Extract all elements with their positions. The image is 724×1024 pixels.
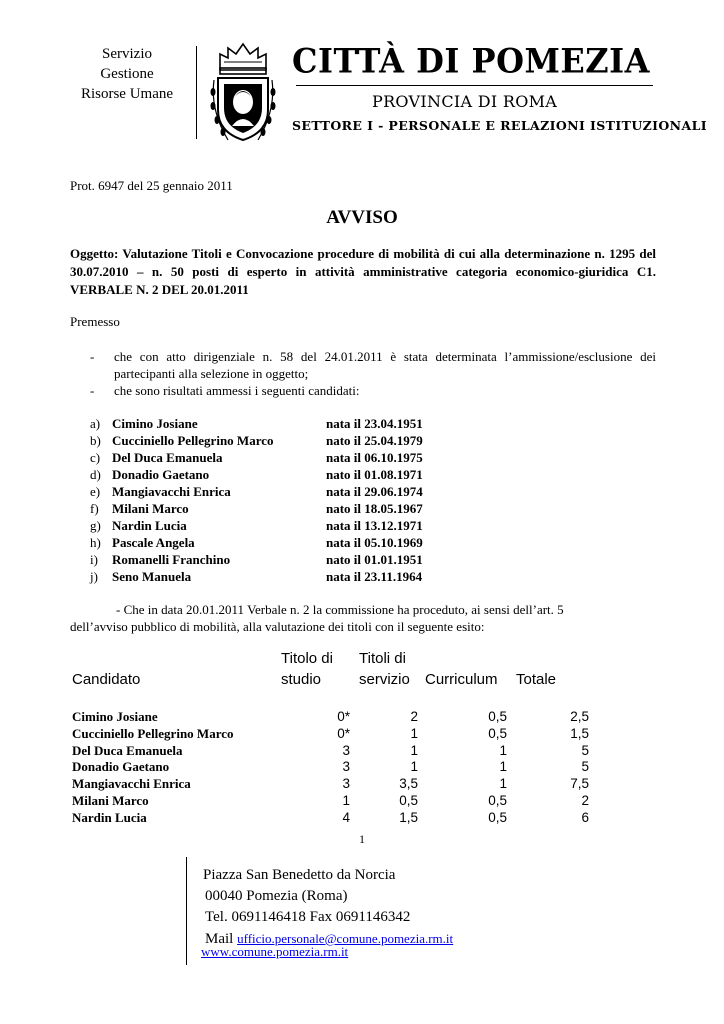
cell-total: 6: [581, 809, 589, 825]
list-item-text: che con atto dirigenziale n. 58 del 24.01.2011 è stata determinata l’ammissione/esclusione dei partecipanti alla selezione in oggetto;: [114, 349, 656, 381]
candidate-letter: j): [90, 569, 98, 584]
table-row: [72, 759, 602, 776]
candidate-row: [90, 534, 423, 551]
candidate-letter: c): [90, 450, 101, 465]
candidate-letter: a): [90, 416, 101, 431]
header-study-line-2: studio: [281, 671, 322, 688]
table-row: [72, 726, 602, 743]
results-table: [72, 709, 602, 827]
candidate-birth: nato il 25.04.1979: [326, 433, 423, 448]
candidate-letter: d): [90, 467, 101, 482]
email-link[interactable]: ufficio.personale@comune.pomezia.rm.it: [237, 931, 454, 946]
candidate-row: [90, 483, 423, 500]
table-row: [72, 810, 602, 827]
cell-study: 3: [342, 742, 350, 758]
subject-paragraph: Oggetto: Valutazione Titoli e Convocazione procedure di mobilità di cui alla determinazione n. 1295 del 30.07.2010 – n. 50 posti di esperto in attività amministrative categoria economico-giuridica C1. VERBALE N. 2 DEL 20.01.2011: [70, 246, 656, 297]
page-title: AVVISO: [326, 207, 398, 228]
cell-service: 0,5: [399, 792, 418, 808]
cell-name: Nardin Lucia: [72, 809, 147, 825]
commission-paragraph: [70, 601, 656, 635]
footer-address: [203, 865, 453, 950]
header-study-line-1: Titolo di: [281, 650, 333, 667]
service-line-1: Servizio: [102, 46, 152, 62]
header-service: [359, 648, 410, 690]
cell-curriculum: 1: [499, 742, 507, 758]
list-item: [90, 382, 656, 399]
candidate-birth: nata il 13.12.1971: [326, 518, 423, 533]
cell-total: 1,5: [570, 725, 589, 741]
candidate-row: [90, 466, 423, 483]
header-study: [281, 648, 333, 690]
candidate-name: Nardin Lucia: [112, 518, 187, 533]
header-service-line-1: Titoli di: [359, 650, 406, 667]
coat-of-arms-icon: [208, 40, 278, 144]
table-row: [72, 709, 602, 726]
cell-name: Mangiavacchi Enrica: [72, 776, 191, 792]
candidate-list: [90, 415, 423, 585]
candidate-name: Romanelli Franchino: [112, 552, 231, 567]
candidate-birth: nata il 29.06.1974: [326, 484, 423, 499]
candidate-row: [90, 415, 423, 432]
cell-name: Milani Marco: [72, 792, 149, 808]
page-number: 1: [359, 832, 365, 846]
candidate-birth: nata il 23.04.1951: [326, 416, 423, 431]
candidate-birth: nata il 05.10.1969: [326, 535, 423, 550]
address-line-2: 00040 Pomezia (Roma): [205, 888, 348, 904]
candidate-birth: nato il 18.05.1967: [326, 501, 423, 516]
candidate-letter: g): [90, 518, 101, 533]
list-item-text: che sono risultati ammessi i seguenti candidati:: [114, 383, 360, 398]
candidate-name: Mangiavacchi Enrica: [112, 484, 231, 499]
province-title: PROVINCIA DI ROMA: [372, 92, 558, 111]
footer-divider: [186, 857, 187, 965]
address-line-1: Piazza San Benedetto da Norcia: [203, 867, 396, 883]
service-line-3: Risorse Umane: [80, 86, 174, 102]
cell-name: Cimino Josiane: [72, 709, 158, 724]
cell-curriculum: 1: [499, 776, 507, 792]
cell-service: 2: [410, 709, 418, 724]
cell-study: 1: [342, 792, 350, 808]
cell-total: 5: [581, 759, 589, 775]
bullet-dash: -: [90, 349, 95, 364]
table-row: [72, 776, 602, 793]
phone-fax: Tel. 0691146418 Fax 0691146342: [205, 909, 411, 925]
header-rule: [296, 85, 653, 86]
header-candidate: Candidato: [72, 671, 141, 688]
candidate-letter: e): [90, 484, 101, 499]
cell-service: 1: [410, 759, 418, 775]
candidate-name: Cimino Josiane: [112, 416, 198, 431]
candidate-name: Milani Marco: [112, 501, 189, 516]
cell-service: 1: [410, 725, 418, 741]
premise-list: [90, 348, 656, 399]
candidate-row: [90, 449, 423, 466]
city-title: CITTÀ DI POMEZIA: [292, 41, 650, 81]
commission-line-1: - Che in data 20.01.2011 Verbale n. 2 la commissione ha proceduto, ai sensi dell’art. 5: [116, 602, 564, 617]
list-item: [90, 348, 656, 382]
cell-curriculum: 0,5: [488, 725, 507, 741]
candidate-birth: nato il 01.01.1951: [326, 552, 423, 567]
candidate-row: [90, 432, 423, 449]
website-link[interactable]: www.comune.pomezia.rm.it: [201, 944, 349, 959]
cell-curriculum: 0,5: [488, 809, 507, 825]
cell-name: Del Duca Emanuela: [72, 742, 183, 758]
cell-total: 5: [581, 742, 589, 758]
candidate-name: Pascale Angela: [112, 535, 195, 550]
commission-line-2: dell’avviso pubblico di mobilità, alla valutazione dei titoli con il seguente esito:: [70, 619, 485, 634]
candidate-row: [90, 500, 423, 517]
candidate-letter: f): [90, 501, 99, 516]
cell-total: 2,5: [570, 709, 589, 724]
candidate-birth: nato il 01.08.1971: [326, 467, 423, 482]
cell-study: 0*: [337, 725, 350, 741]
cell-service: 1,5: [399, 809, 418, 825]
sector-title: SETTORE I - PERSONALE E RELAZIONI ISTITUZIONALI: [292, 118, 708, 133]
header-total: Totale: [516, 671, 557, 688]
candidate-name: Donadio Gaetano: [112, 467, 210, 482]
candidate-name: Del Duca Emanuela: [112, 450, 223, 465]
cell-service: 3,5: [399, 776, 418, 792]
bullet-dash: -: [90, 383, 95, 398]
candidate-letter: b): [90, 433, 101, 448]
candidate-letter: h): [90, 535, 101, 550]
cell-curriculum: 1: [499, 759, 507, 775]
cell-curriculum: 0,5: [488, 792, 507, 808]
header-divider: [196, 46, 197, 139]
candidate-row: [90, 551, 423, 568]
cell-name: Donadio Gaetano: [72, 759, 170, 775]
table-row: [72, 743, 602, 760]
candidate-name: Cucciniello Pellegrino Marco: [112, 433, 274, 448]
header-curriculum: Curriculum: [425, 671, 498, 688]
candidate-row: [90, 517, 423, 534]
mail-label: Mail: [205, 931, 234, 947]
service-name: [60, 44, 194, 104]
cell-study: 0*: [337, 709, 350, 724]
candidate-birth: nata il 06.10.1975: [326, 450, 423, 465]
candidate-name: Seno Manuela: [112, 569, 192, 584]
candidate-letter: i): [90, 552, 98, 567]
cell-study: 3: [342, 776, 350, 792]
cell-name: Cucciniello Pellegrino Marco: [72, 725, 234, 741]
protocol-number: Prot. 6947 del 25 gennaio 2011: [70, 178, 233, 193]
cell-study: 4: [342, 809, 350, 825]
cell-total: 2: [581, 792, 589, 808]
service-line-2: Gestione: [100, 66, 154, 82]
cell-curriculum: 0,5: [488, 709, 507, 724]
premise-label: Premesso: [70, 314, 120, 329]
cell-total: 7,5: [570, 776, 589, 792]
table-row: [72, 793, 602, 810]
cell-study: 3: [342, 759, 350, 775]
cell-service: 1: [410, 742, 418, 758]
header-service-line-2: servizio: [359, 671, 410, 688]
candidate-birth: nata il 23.11.1964: [326, 569, 423, 584]
candidate-row: [90, 568, 423, 585]
